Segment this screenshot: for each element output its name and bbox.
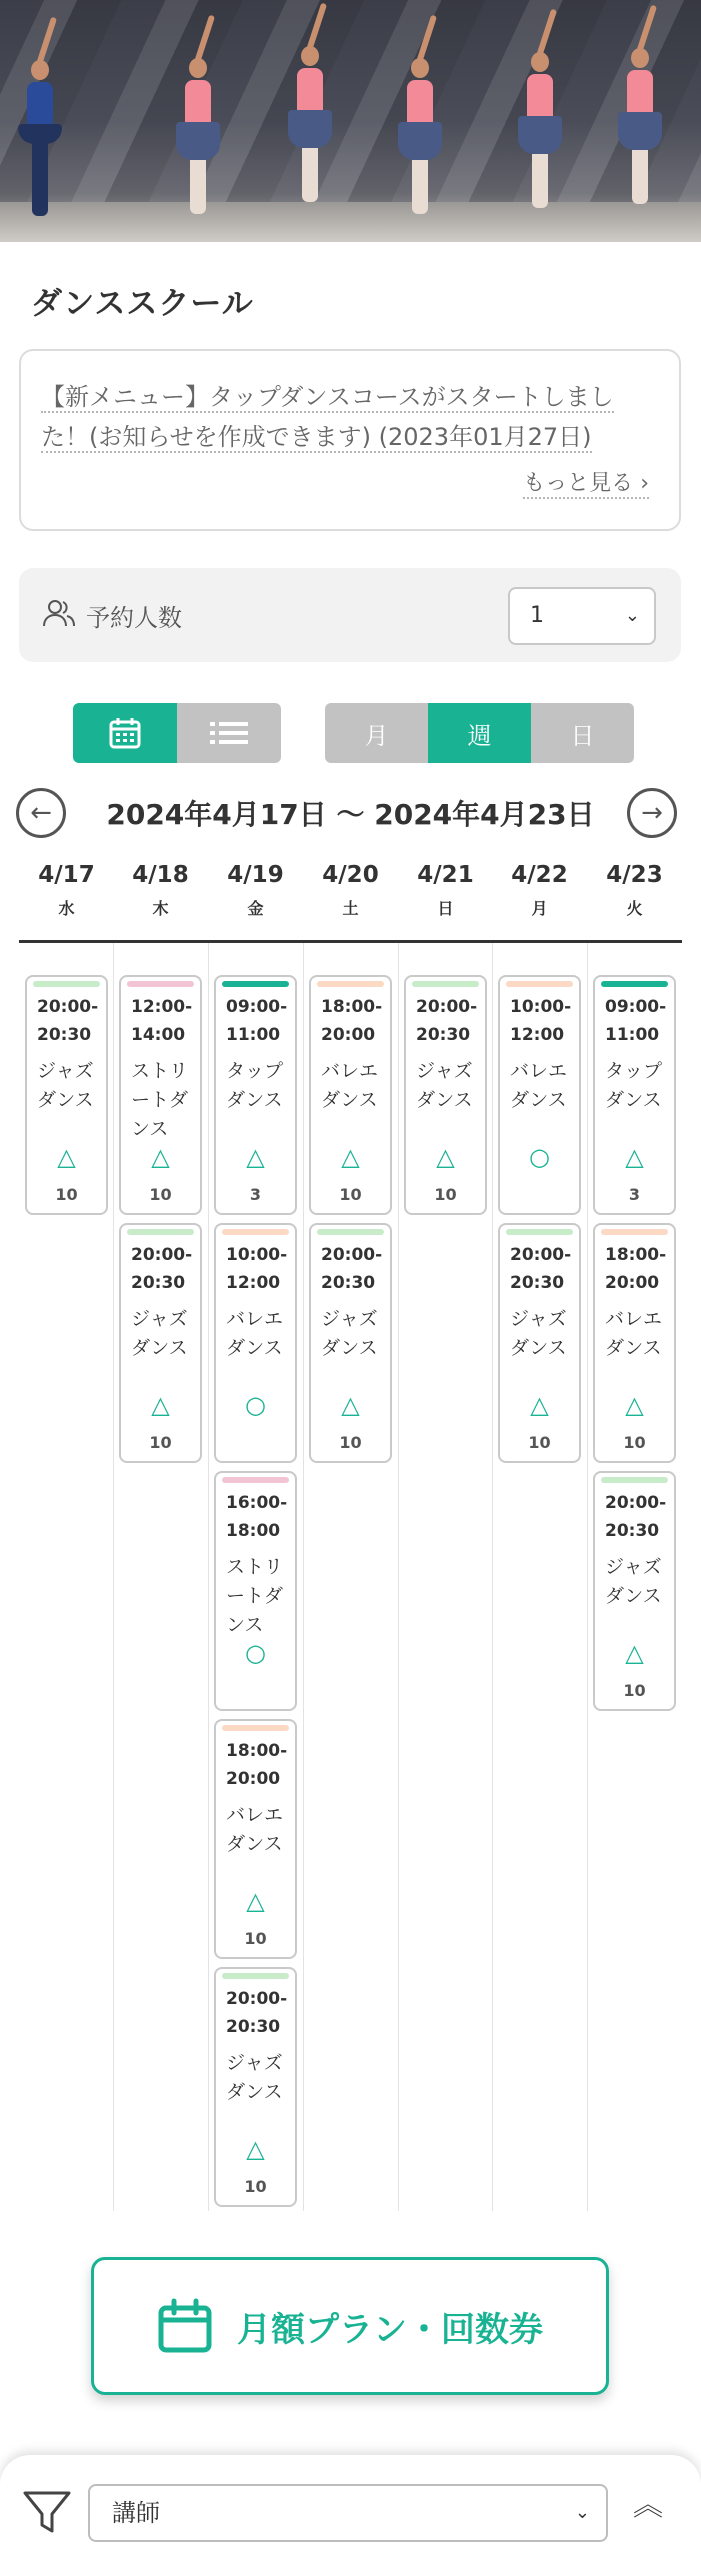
availability-mark: △ (246, 2135, 265, 2163)
chevron-down-icon: ⌄ (624, 605, 640, 626)
lesson-time-end: 20:30 (37, 1025, 92, 1045)
lesson-slot[interactable] (214, 1471, 297, 1711)
lesson-time-end: 18:00 (226, 1521, 281, 1541)
lesson-time-start: 12:00- (131, 997, 193, 1017)
lesson-slot[interactable] (309, 975, 392, 1215)
lesson-time (131, 993, 192, 1049)
day-header (303, 862, 398, 919)
lesson-slot[interactable] (498, 1223, 581, 1463)
remaining-count: 10 (149, 1433, 172, 1452)
calendar-icon (157, 2298, 213, 2354)
day-header (398, 862, 493, 919)
category-color-bar (127, 981, 194, 987)
day-date: 4/19 (227, 862, 284, 888)
lesson-time-end: 20:00 (226, 1769, 281, 1789)
stage-floor (0, 202, 701, 242)
reservation-count-label: 予約人数 (86, 604, 182, 632)
availability-mark: △ (341, 1143, 360, 1171)
announcement-text[interactable]: 【新メニュー】タップダンスコースがスタートしました！(お知らせを作成できます) (2023年01月27日) (41, 383, 614, 451)
lesson-time-end: 12:00 (510, 1025, 565, 1045)
filter-bar (0, 2455, 701, 2560)
lesson-slot[interactable] (309, 1223, 392, 1463)
lesson-time-start: 10:00- (510, 997, 572, 1017)
lesson-slot[interactable] (214, 1967, 297, 2207)
lesson-time-end: 20:00 (605, 1273, 660, 1293)
lesson-time-start: 18:00- (605, 1245, 667, 1265)
arrow-right-icon: → (641, 798, 663, 828)
lesson-slot[interactable] (498, 975, 581, 1215)
lesson-time-end: 14:00 (131, 1025, 186, 1045)
tab-month[interactable]: 月 (325, 703, 428, 763)
day-weekday: 月 (531, 899, 548, 918)
day-header (113, 862, 208, 919)
column-divider (208, 943, 209, 2211)
lesson-slot[interactable] (119, 1223, 202, 1463)
category-color-bar (33, 981, 100, 987)
availability-mark: △ (57, 1143, 76, 1171)
category-color-bar (601, 981, 668, 987)
tab-day[interactable]: 日 (531, 703, 634, 763)
lesson-slot[interactable] (214, 1719, 297, 1959)
lesson-time (226, 1241, 287, 1297)
remaining-count: 10 (339, 1433, 362, 1452)
lesson-name: バレエダンス (510, 1060, 568, 1111)
lesson-time-start: 20:00- (321, 1245, 383, 1265)
lesson-name: ジャズダンス (605, 1556, 662, 1607)
lesson-time-start: 20:00- (510, 1245, 572, 1265)
remaining-count: 10 (623, 1681, 646, 1700)
lesson-time-end: 20:30 (416, 1025, 471, 1045)
category-color-bar (222, 1477, 289, 1483)
lesson-time (321, 993, 382, 1049)
day-weekday: 木 (152, 899, 169, 918)
day-weekday: 水 (58, 899, 75, 918)
lesson-name: ジャズダンス (321, 1308, 378, 1359)
lesson-slot[interactable] (214, 975, 297, 1215)
dancer-figure (178, 58, 218, 214)
arrow-left-icon: ← (30, 798, 52, 828)
lesson-slot[interactable] (593, 1223, 676, 1463)
remaining-count: 10 (339, 1185, 362, 1204)
category-color-bar (317, 981, 384, 987)
lesson-time-end: 11:00 (605, 1025, 660, 1045)
range-toggle (325, 703, 634, 763)
lesson-time (226, 993, 287, 1049)
day-date: 4/20 (322, 862, 379, 888)
column-divider (587, 943, 588, 2211)
day-date: 4/21 (417, 862, 474, 888)
double-chevron-up-icon[interactable]: ︽ (633, 2488, 663, 2523)
availability-mark: △ (246, 1143, 265, 1171)
lesson-name: バレエダンス (226, 1804, 284, 1855)
lesson-time (37, 993, 98, 1049)
reservation-count-bar (19, 568, 681, 662)
prev-week-button[interactable] (16, 788, 66, 838)
availability-mark: ○ (245, 1639, 266, 1667)
instructor-filter-select[interactable] (88, 2484, 608, 2542)
page-title: ダンススクール (31, 286, 254, 322)
list-view-button[interactable] (177, 703, 281, 763)
remaining-count: 10 (244, 2177, 267, 2196)
remaining-count: 3 (628, 1185, 641, 1204)
lesson-name: ジャズダンス (226, 2052, 283, 2103)
lesson-time-start: 10:00- (226, 1245, 288, 1265)
lesson-time-start: 18:00- (321, 997, 383, 1017)
lesson-time-start: 20:00- (131, 1245, 193, 1265)
availability-mark: △ (625, 1391, 644, 1419)
calendar-icon (108, 716, 142, 750)
availability-mark: △ (151, 1143, 170, 1171)
category-color-bar (127, 1229, 194, 1235)
dancer-figure (620, 48, 660, 204)
lesson-name: バレエダンス (321, 1060, 379, 1111)
lesson-time (321, 1241, 382, 1297)
lesson-name: ジャズダンス (131, 1308, 188, 1359)
availability-mark: △ (246, 1887, 265, 1915)
day-date: 4/18 (132, 862, 189, 888)
date-range-label: 2024年4月17日 〜 2024年4月23日 (106, 798, 595, 831)
category-color-bar (412, 981, 479, 987)
category-color-bar (222, 981, 289, 987)
dancer-figure (400, 58, 440, 214)
filter-icon[interactable] (22, 2487, 72, 2537)
day-weekday: 日 (437, 899, 454, 918)
lesson-slot[interactable] (593, 975, 676, 1215)
availability-mark: △ (151, 1391, 170, 1419)
lesson-slot[interactable] (25, 975, 108, 1215)
availability-mark: △ (436, 1143, 455, 1171)
remaining-count: 10 (244, 1929, 267, 1948)
remaining-count: 10 (528, 1433, 551, 1452)
category-color-bar (222, 1973, 289, 1979)
lesson-slot[interactable] (214, 1223, 297, 1463)
dancer-figure (290, 46, 330, 202)
lesson-time-start: 16:00- (226, 1493, 288, 1513)
lesson-time-start: 09:00- (226, 997, 288, 1017)
lesson-time-end: 20:30 (131, 1273, 186, 1293)
lesson-slot[interactable] (404, 975, 487, 1215)
lesson-time-start: 20:00- (416, 997, 478, 1017)
remaining-count: 3 (249, 1185, 262, 1204)
lesson-time-start: 20:00- (226, 1989, 288, 2009)
category-color-bar (601, 1477, 668, 1483)
next-week-button[interactable] (627, 788, 677, 838)
day-date: 4/22 (511, 862, 568, 888)
reservation-count-select[interactable] (508, 587, 656, 645)
announcement-card[interactable] (19, 349, 681, 531)
remaining-count: 10 (149, 1185, 172, 1204)
lesson-time-end: 11:00 (226, 1025, 281, 1045)
category-color-bar (222, 1229, 289, 1235)
lesson-slot[interactable] (593, 1471, 676, 1711)
dancer-figure (20, 60, 60, 216)
lesson-time (131, 1241, 192, 1297)
column-divider (113, 943, 114, 2211)
lesson-name: ストリートダンス (131, 1060, 189, 1140)
availability-mark: △ (625, 1143, 644, 1171)
remaining-count: 10 (623, 1433, 646, 1452)
lesson-time-start: 18:00- (226, 1741, 288, 1761)
lesson-time (605, 1241, 666, 1297)
lesson-time (510, 993, 571, 1049)
more-link[interactable] (523, 466, 649, 499)
plan-button-label: 月額プラン・回数券 (237, 2309, 543, 2350)
lesson-name: ジャズダンス (510, 1308, 567, 1359)
column-divider (303, 943, 304, 2211)
day-weekday: 土 (342, 899, 359, 918)
lesson-time (510, 1241, 571, 1297)
lesson-name: ストリートダンス (226, 1556, 284, 1636)
chevron-right-icon: › (640, 471, 649, 496)
day-weekday: 金 (247, 899, 264, 918)
availability-mark: △ (625, 1639, 644, 1667)
day-header (208, 862, 303, 919)
lesson-time-start: 20:00- (37, 997, 99, 1017)
availability-mark: △ (341, 1391, 360, 1419)
column-divider (398, 943, 399, 2211)
availability-mark: ○ (529, 1143, 550, 1171)
view-type-toggle (73, 703, 281, 763)
lesson-name: バレエダンス (605, 1308, 663, 1359)
lesson-slot[interactable] (119, 975, 202, 1215)
more-link-label: もっと見る (523, 471, 634, 496)
lesson-name: ジャズダンス (416, 1060, 473, 1111)
day-header (492, 862, 587, 919)
category-color-bar (506, 1229, 573, 1235)
day-date: 4/17 (38, 862, 95, 888)
lesson-time-start: 20:00- (605, 1493, 667, 1513)
category-color-bar (601, 1229, 668, 1235)
availability-mark: △ (530, 1391, 549, 1419)
hero-image (0, 0, 701, 242)
category-color-bar (506, 981, 573, 987)
chevron-down-icon: ⌄ (574, 2502, 590, 2523)
lesson-time-start: 09:00- (605, 997, 667, 1017)
lesson-name: タップダンス (605, 1060, 663, 1111)
category-color-bar (317, 1229, 384, 1235)
calendar-view-button[interactable] (73, 703, 177, 763)
remaining-count: 10 (434, 1185, 457, 1204)
dancer-figure (520, 52, 560, 208)
availability-mark: ○ (245, 1391, 266, 1419)
lesson-time (605, 993, 666, 1049)
lesson-time-end: 20:30 (510, 1273, 565, 1293)
lesson-time-end: 20:30 (321, 1273, 376, 1293)
lesson-time-end: 12:00 (226, 1273, 281, 1293)
people-icon (41, 596, 77, 632)
day-weekday: 火 (626, 899, 643, 918)
day-date: 4/23 (606, 862, 663, 888)
lesson-name: ジャズダンス (37, 1060, 94, 1111)
list-icon (210, 719, 248, 747)
remaining-count: 10 (55, 1185, 78, 1204)
plan-button[interactable] (91, 2257, 609, 2395)
day-header (19, 862, 114, 919)
lesson-time (226, 1737, 287, 1793)
lesson-time-end: 20:30 (605, 1521, 660, 1541)
lesson-time (226, 1489, 287, 1545)
lesson-time (226, 1985, 287, 2041)
category-color-bar (222, 1725, 289, 1731)
tab-week[interactable]: 週 (428, 703, 531, 763)
column-divider (492, 943, 493, 2211)
header-divider (19, 940, 682, 943)
lesson-time-end: 20:30 (226, 2017, 281, 2037)
lesson-time (605, 1489, 666, 1545)
lesson-name: バレエダンス (226, 1308, 284, 1359)
lesson-time-end: 20:00 (321, 1025, 376, 1045)
lesson-name: タップダンス (226, 1060, 284, 1111)
day-header (587, 862, 682, 919)
announcement-text-wrap (41, 377, 661, 457)
instructor-filter-value: 講師 (112, 2499, 160, 2527)
lesson-time (416, 993, 477, 1049)
reservation-count-value: 1 (530, 603, 544, 628)
